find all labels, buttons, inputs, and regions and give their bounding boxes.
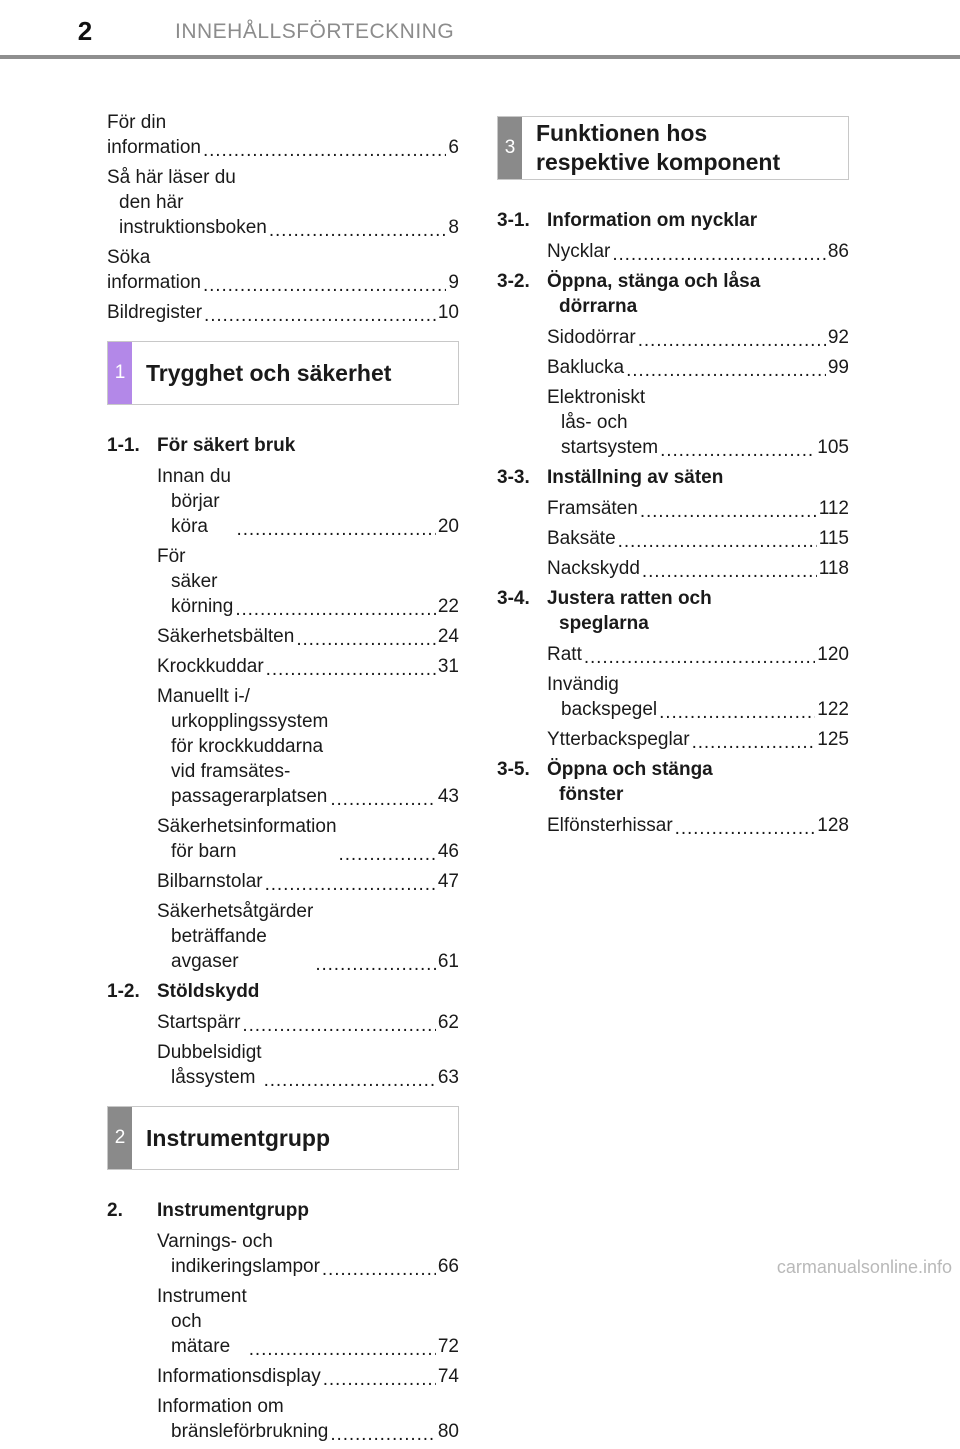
- toc-page-number: 125: [817, 729, 849, 750]
- section-header-2[interactable]: [107, 1106, 459, 1170]
- toc-entry[interactable]: [157, 1229, 459, 1279]
- toc-page-number: 66: [437, 1256, 459, 1277]
- dot-leader: [330, 795, 436, 805]
- toc-entry[interactable]: [157, 624, 459, 649]
- toc-entry[interactable]: [157, 1284, 459, 1359]
- toc-entry-intro[interactable]: [107, 245, 459, 295]
- toc-entry[interactable]: [157, 869, 459, 894]
- toc-entry[interactable]: [157, 1040, 459, 1090]
- dot-leader: [323, 1375, 436, 1385]
- toc-entry[interactable]: [547, 526, 849, 551]
- toc-page-number: 20: [437, 516, 459, 537]
- toc-page-number: 105: [817, 437, 849, 458]
- toc-entry[interactable]: [547, 556, 849, 581]
- toc-entry-label: Ratt: [547, 644, 582, 665]
- section-title: Funktionen hos respektive komponent: [536, 120, 781, 175]
- chapter-heading[interactable]: [107, 433, 459, 458]
- toc-entry-label: Information om bränsleförbrukning: [157, 1396, 329, 1442]
- toc-entry[interactable]: [157, 1364, 459, 1389]
- dot-leader: [642, 567, 817, 577]
- toc-page-number: 43: [437, 786, 459, 807]
- toc-entry-label: Bilbarnstolar: [157, 871, 263, 892]
- toc-entry[interactable]: [157, 1394, 459, 1444]
- toc-entry-label: Innan du börjar köra: [157, 466, 231, 537]
- toc-entry-label: Sidodörrar: [547, 327, 636, 348]
- watermark: carmanualsonline.info: [776, 1257, 952, 1277]
- dot-leader: [315, 960, 436, 970]
- chapter-heading[interactable]: [497, 757, 849, 807]
- toc-entry[interactable]: [157, 814, 459, 864]
- toc-entry-label: Krockkuddar: [157, 656, 264, 677]
- dot-leader: [618, 537, 817, 547]
- dot-leader: [322, 1265, 436, 1275]
- dot-leader: [339, 850, 436, 860]
- toc-entry-label: Nycklar: [547, 241, 611, 262]
- dot-leader: [264, 1076, 436, 1086]
- dot-leader: [235, 605, 436, 615]
- toc-entry-label: Dubbelsidigt låssystem: [157, 1042, 262, 1088]
- toc-page-number: 118: [818, 558, 849, 579]
- chapter-heading[interactable]: [497, 586, 849, 636]
- dot-leader: [203, 146, 446, 156]
- chapter-title: Inställning av säten: [547, 467, 724, 488]
- toc-page-number: 31: [437, 656, 459, 677]
- toc-entry-label: För din information: [107, 112, 201, 158]
- header-divider: [0, 55, 960, 59]
- toc-entry-label: Ytterbackspeglar: [547, 729, 690, 750]
- toc-entry[interactable]: [547, 727, 849, 752]
- toc-page-number: 10: [437, 302, 459, 323]
- chapter-title: Öppna, stänga och låsa dörrarna: [547, 271, 761, 317]
- toc-page-number: 47: [437, 871, 459, 892]
- toc-entry-label: Informationsdisplay: [157, 1366, 321, 1387]
- toc-entry[interactable]: [547, 355, 849, 380]
- toc-page-number: 46: [437, 841, 459, 862]
- toc-entry[interactable]: [547, 813, 849, 838]
- chapter-title: Stöldskydd: [157, 981, 260, 1002]
- dot-leader: [237, 525, 436, 535]
- toc-entry-label: Framsäten: [547, 498, 638, 519]
- chapter-heading[interactable]: [497, 208, 849, 233]
- toc-page-number: 74: [437, 1366, 459, 1387]
- toc-entry[interactable]: [157, 544, 459, 619]
- chapter-number: 3-3.: [497, 467, 530, 488]
- toc-entry-label: Instrument och mätare: [157, 1286, 247, 1357]
- chapter-number: 1-2.: [107, 981, 140, 1002]
- toc-page-number: 122: [817, 699, 849, 720]
- toc-entry[interactable]: [157, 899, 459, 974]
- toc-entry-label: Elfönsterhissar: [547, 815, 673, 836]
- toc-page-number: 112: [818, 498, 849, 519]
- chapter-title: Justera ratten och speglarna: [547, 588, 712, 634]
- toc-entry-label: Startspärr: [157, 1012, 241, 1033]
- toc-entry[interactable]: [547, 672, 849, 722]
- toc-entry[interactable]: [547, 385, 849, 460]
- dot-leader: [266, 665, 436, 675]
- toc-entry[interactable]: [157, 654, 459, 679]
- toc-page-number: 22: [437, 596, 459, 617]
- chapter-title: Öppna och stänga fönster: [547, 759, 713, 805]
- toc-page-number: 128: [817, 815, 849, 836]
- toc-page-number: 80: [437, 1421, 459, 1442]
- toc-entry-label: Baklucka: [547, 357, 625, 378]
- toc-right-column: [497, 116, 849, 843]
- toc-entry-label: Säkerhetsåtgärder beträffande avgaser: [157, 901, 314, 972]
- page-title: INNEHÅLLSFÖRTECKNING: [175, 20, 455, 43]
- toc-entry[interactable]: [547, 642, 849, 667]
- page-number: 2: [77, 16, 93, 46]
- dot-leader: [249, 1345, 436, 1355]
- dot-leader: [330, 1430, 435, 1440]
- chapter-heading[interactable]: [107, 1198, 459, 1223]
- toc-entry-label: Så här läser du den här instruktionsboken: [107, 167, 267, 238]
- toc-entry-label: Varnings- och indikeringslampor: [157, 1231, 320, 1277]
- toc-entry[interactable]: [157, 464, 459, 539]
- toc-entry[interactable]: [547, 325, 849, 350]
- dot-leader: [638, 336, 826, 346]
- toc-entry-intro[interactable]: [107, 300, 459, 325]
- dot-leader: [626, 366, 826, 376]
- chapter-number: 3-2.: [497, 271, 530, 292]
- toc-page-number: 120: [817, 644, 849, 665]
- chapter-heading[interactable]: [497, 465, 849, 490]
- toc-page-number: 72: [437, 1336, 459, 1357]
- toc-page-number: 63: [437, 1067, 459, 1088]
- toc-page-number: 8: [448, 217, 459, 238]
- toc-entry[interactable]: [547, 496, 849, 521]
- dot-leader: [659, 708, 815, 718]
- chapter-number: 1-1.: [107, 435, 140, 456]
- toc-entry[interactable]: [157, 684, 459, 809]
- chapter-title: Instrumentgrupp: [157, 1200, 309, 1221]
- page-header: [0, 0, 960, 60]
- toc-entry-label: Söka information: [107, 247, 201, 293]
- toc-page-number: 9: [448, 272, 459, 293]
- section-number-tab: 3: [498, 117, 522, 179]
- chapter-heading[interactable]: [107, 979, 459, 1004]
- dot-leader: [265, 880, 436, 890]
- chapter-title: För säkert bruk: [157, 435, 296, 456]
- section-header-3[interactable]: [497, 116, 849, 180]
- chapter-number: 3-4.: [497, 588, 530, 609]
- toc-left-column: [107, 110, 459, 1449]
- toc-entry-label: Elektroniskt lås- och startsystem: [547, 387, 659, 458]
- toc-entry-label: Manuellt i-/ urkopplingssystem för krockkuddarna vid framsätes-passagerarplatsen: [157, 686, 329, 807]
- toc-page-number: 24: [437, 626, 459, 647]
- toc-entry-label: Baksäte: [547, 528, 616, 549]
- chapter-title: Information om nycklar: [547, 210, 758, 231]
- toc-page-number: 61: [437, 951, 459, 972]
- dot-leader: [660, 446, 815, 456]
- dot-leader: [612, 250, 826, 260]
- dot-leader: [675, 824, 816, 834]
- chapter-number: 3-5.: [497, 759, 530, 780]
- dot-leader: [640, 507, 817, 517]
- toc-entry-label: För säker körning: [157, 546, 234, 617]
- toc-page-number: 99: [827, 357, 849, 378]
- section-number-tab: 1: [108, 342, 132, 404]
- toc-entry[interactable]: [157, 1010, 459, 1035]
- dot-leader: [204, 311, 436, 321]
- toc-entry-intro[interactable]: [107, 110, 459, 160]
- toc-entry-intro[interactable]: [107, 165, 459, 240]
- toc-entry-label: Säkerhetsbälten: [157, 626, 295, 647]
- toc-entry-label: Bildregister: [107, 302, 203, 323]
- toc-entry-label: Nackskydd: [547, 558, 640, 579]
- dot-leader: [242, 1021, 435, 1031]
- toc-page-number: 115: [818, 528, 849, 549]
- dot-leader: [203, 281, 446, 291]
- toc-page-number: 86: [827, 241, 849, 262]
- chapter-number: 2.: [107, 1200, 123, 1221]
- section-title: Instrumentgrupp: [146, 1124, 330, 1151]
- dot-leader: [269, 226, 447, 236]
- toc-page-number: 92: [827, 327, 849, 348]
- toc-entry-label: Invändig backspegel: [547, 674, 658, 720]
- toc-page-number: 6: [448, 137, 459, 158]
- section-title: Trygghet och säkerhet: [146, 359, 392, 386]
- dot-leader: [584, 653, 815, 663]
- section-header-1[interactable]: [107, 341, 459, 405]
- toc-entry[interactable]: [547, 239, 849, 264]
- toc-page-number: 62: [437, 1012, 459, 1033]
- section-number-tab: 2: [108, 1107, 132, 1169]
- chapter-number: 3-1.: [497, 210, 530, 231]
- dot-leader: [296, 635, 436, 645]
- dot-leader: [692, 738, 816, 748]
- toc-entry-label: Säkerhetsinformation för barn: [157, 816, 337, 862]
- chapter-heading[interactable]: [497, 269, 849, 319]
